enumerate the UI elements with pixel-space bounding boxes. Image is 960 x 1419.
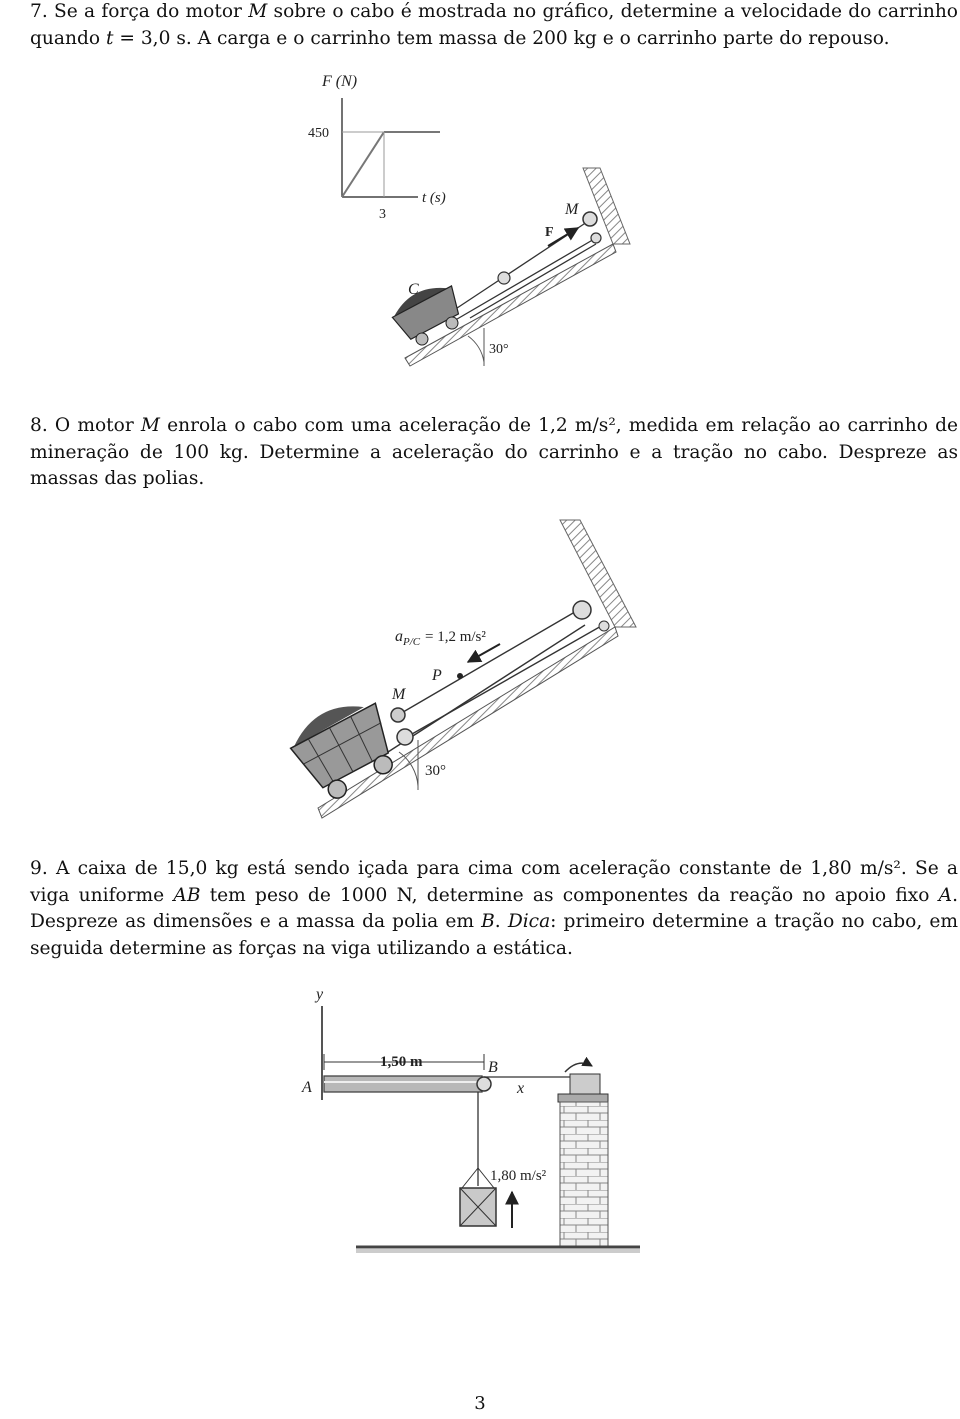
angle-label-8: 30° xyxy=(425,763,446,779)
math-symbol: M xyxy=(140,415,160,436)
math-symbol: B xyxy=(481,911,495,932)
problem-text-run: tem peso de 1000 N, determine as componentes da reação no apoio fixo xyxy=(200,884,939,906)
problem-text-run: : primeiro determine a tração no cabo, em seguida determine as forças na viga utilizando a estática. xyxy=(30,911,958,959)
math-symbol: Dica xyxy=(507,911,551,932)
problem-text-run: A caixa de 15,0 kg está sendo içada para cima com aceleração constante de 1,80 m/s². Se a viga uniforme xyxy=(30,858,958,906)
problem-number: 8. xyxy=(30,415,48,436)
accel-value-8: = 1,2 m/s² xyxy=(425,629,486,645)
support-label-9: A xyxy=(302,1079,312,1096)
math-symbol: A xyxy=(938,884,953,906)
motor-pulley-8 xyxy=(573,601,591,619)
cable-7b xyxy=(452,238,596,322)
motor-label-8: M xyxy=(392,686,406,703)
graph-x-label: t (s) xyxy=(422,190,446,206)
point-label-8: P xyxy=(432,667,442,684)
graph-y-tick: 450 xyxy=(308,126,329,141)
accel-label-9: 1,80 m/s² xyxy=(490,1168,547,1184)
pulley-B-9 xyxy=(477,1077,491,1091)
cart-label-7: C xyxy=(408,281,419,298)
motor-base-9 xyxy=(558,1094,608,1102)
ground-shade-9 xyxy=(356,1249,640,1253)
force-label-7: F xyxy=(545,225,554,240)
problem-text-run: sobre o cabo é mostrada no gráfico, determine a velocidade do carrinho quando xyxy=(30,1,958,49)
accel-symbol-8 xyxy=(395,628,421,648)
cable-7c xyxy=(470,244,596,318)
math-symbol: t xyxy=(105,27,114,49)
accel-symbol-letter-8: a xyxy=(395,628,403,645)
cart-8 xyxy=(283,690,407,808)
wall-8 xyxy=(560,520,636,627)
brick-pillar-9 xyxy=(560,1102,608,1246)
math-symbol: M xyxy=(248,1,268,22)
mid-pulley-7 xyxy=(498,272,510,284)
point-P-8 xyxy=(457,673,463,679)
wall-7 xyxy=(583,168,630,244)
x-axis-label-9: x xyxy=(517,1080,525,1097)
graph-y-label: F (N) xyxy=(322,73,358,90)
problem-number: 7. xyxy=(30,1,48,22)
figure-7 xyxy=(308,73,630,366)
lower-pulley-7 xyxy=(591,233,601,243)
cable-8a xyxy=(398,609,580,715)
figure-9 xyxy=(301,986,640,1253)
y-axis-label-9: y xyxy=(316,986,324,1003)
figure-8 xyxy=(283,520,636,818)
problem-text-run: = 3,0 s. A carga e o carrinho tem massa de 200 kg e o carrinho parte do repouso. xyxy=(113,27,890,49)
angle-label-7: 30° xyxy=(489,342,509,357)
problem-number: 9. xyxy=(30,858,48,879)
length-label-9: 1,50 m xyxy=(380,1054,423,1070)
motor-9 xyxy=(570,1074,600,1094)
sling-left-9 xyxy=(462,1168,478,1188)
page-number: 3 xyxy=(474,1393,486,1414)
motor-label-7: M xyxy=(565,201,579,218)
problem-text-run: . xyxy=(494,911,508,932)
accel-arrow-8 xyxy=(468,644,500,662)
problem-text-run: O motor xyxy=(47,415,141,436)
graph-ramp xyxy=(342,132,384,197)
pulley-label-9: B xyxy=(488,1059,498,1076)
problem-text-run: . Despreze as dimensões e a massa da polia em xyxy=(30,884,958,932)
accel-subscript-8: P/C xyxy=(403,636,421,648)
upper-small-pulley-8 xyxy=(599,621,609,631)
cart-7 xyxy=(388,277,470,352)
cart-pulley-8 xyxy=(397,729,413,745)
problem-text-run: enrola o cabo com uma aceleração de 1,2 m/s², medida em relação ao carrinho de mineração de 100 kg. Determine a aceleração do carrinho e a tração no cabo. Despreze as massas das polias. xyxy=(30,415,958,489)
motor-pulley-7 xyxy=(583,212,597,226)
angle-arc-7 xyxy=(468,336,484,362)
graph-x-tick: 3 xyxy=(379,207,386,222)
force-time-graph xyxy=(308,73,446,222)
rotation-arrow-9 xyxy=(565,1063,592,1072)
motor-M-8 xyxy=(391,708,405,722)
beam-AB-9 xyxy=(324,1076,482,1092)
problem-text-run: Se a força do motor xyxy=(47,1,249,22)
math-symbol: AB xyxy=(173,884,201,906)
